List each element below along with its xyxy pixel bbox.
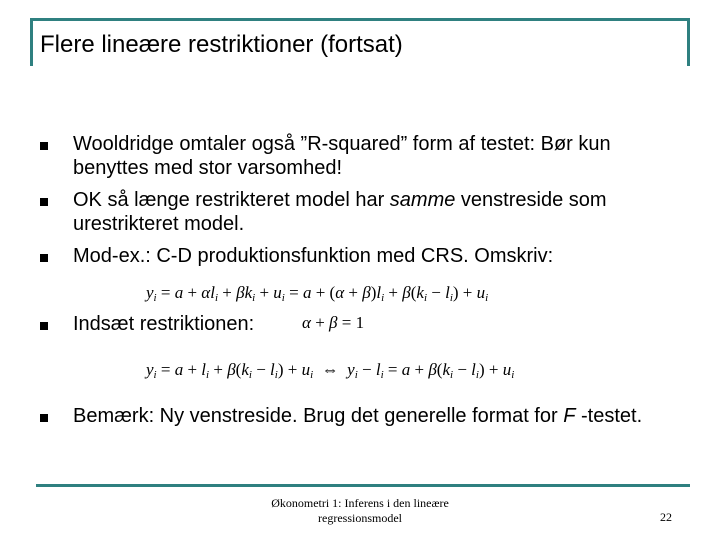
- equation-1: [146, 283, 488, 303]
- equation-2: [146, 360, 514, 380]
- bullet-text-4: Indsæt restriktionen:: [73, 313, 255, 335]
- equation-2-formula: $y_i = a + l_i + \beta(k_i - l_i) + u_i$ ⇔ $y_i - l_i = a + \beta(k_i - l_i) + u_i$: [146, 360, 515, 381]
- footer-divider: [36, 484, 690, 487]
- bullet-text-5-part1: Bemærk: Ny venstreside. Brug det generelle format for: [73, 405, 564, 427]
- constraint-formula: α + β = 1: [302, 313, 365, 332]
- bullet-marker: [40, 142, 48, 150]
- constraint-equation: [302, 313, 364, 333]
- bullet-text-5: [73, 404, 673, 428]
- bullet-text-2-emphasis: samme: [389, 189, 456, 211]
- footer-line-2: regressionsmodel: [318, 511, 402, 525]
- bullet-text-5-emphasis: F: [563, 405, 576, 427]
- bullet-marker: [40, 254, 48, 262]
- page-number: 22: [660, 510, 672, 524]
- bullet-text-1: Wooldridge omtaler også ”R-squared” form af testet: Bør kun benyttes med stor varsomhed!: [73, 133, 611, 179]
- footer-caption: [255, 496, 465, 526]
- bullet-marker: [40, 198, 48, 206]
- bullet-text-2: [73, 188, 673, 236]
- footer-line-1: Økonometri 1: Inferens i den lineære: [271, 496, 449, 510]
- bullet-text-5-part2: -testet.: [575, 405, 643, 427]
- bullet-text-2-part1: OK så længe restrikteret model har: [73, 189, 390, 211]
- bullet-text-3: Mod-ex.: C-D produktionsfunktion med CRS. Omskriv:: [73, 245, 554, 267]
- slide-title: Flere lineære restriktioner (fortsat): [40, 31, 403, 58]
- bullet-marker: [40, 322, 48, 330]
- equation-1-formula: $y_i = a + \alpha l_i + \beta k_i + u_i = a + (\alpha + \beta)l_i + \beta(k_i - l_i) + u_i$: [146, 283, 489, 304]
- bullet-marker: [40, 414, 48, 422]
- bullet-text-2-part2: venstreside som urestrikteret model.: [73, 189, 607, 235]
